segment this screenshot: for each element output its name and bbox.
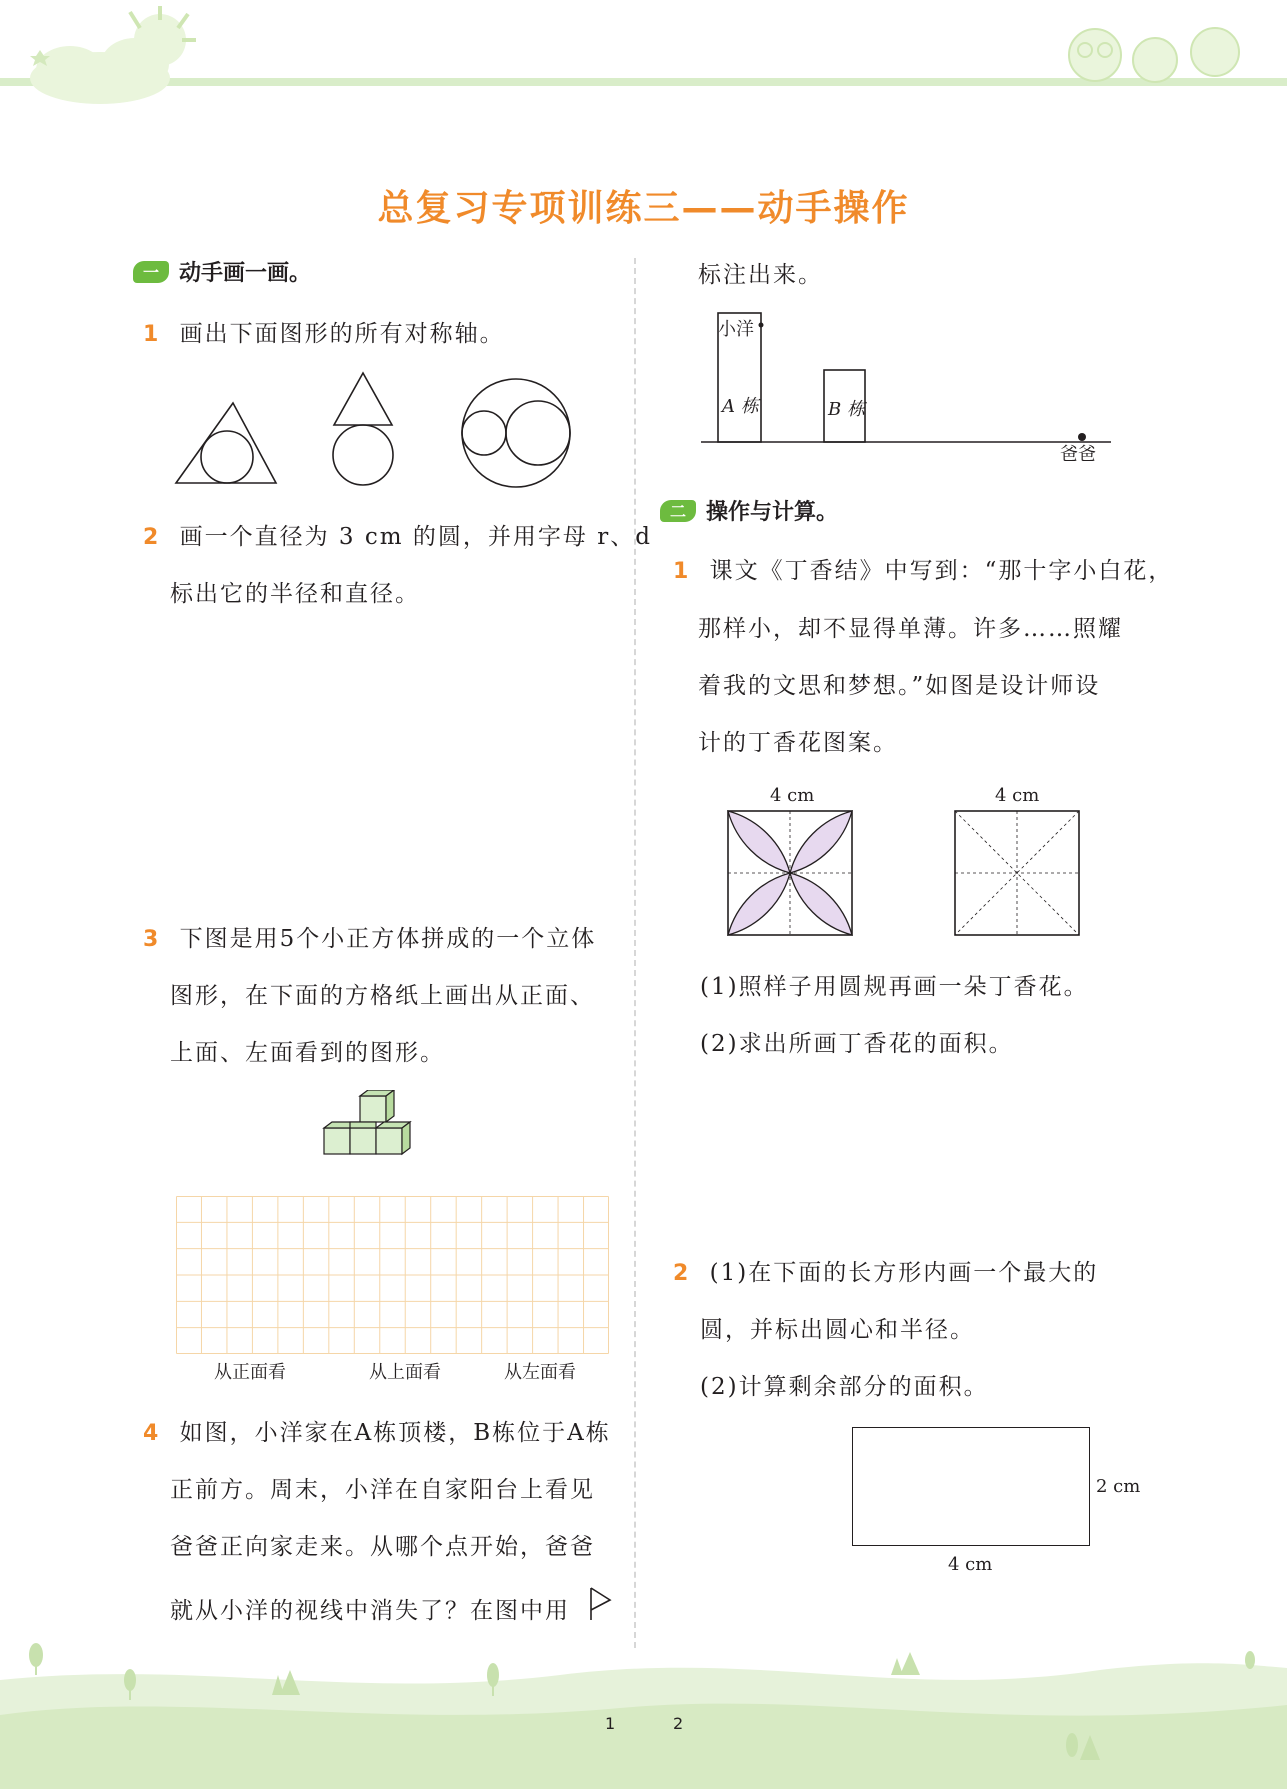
question-5-number: 1 — [673, 559, 691, 584]
building-a-label: A 栋 — [722, 396, 759, 417]
top-view-label: 从上面看 — [369, 1362, 441, 1383]
question-3-line-3: 上面、左面看到的图形。 — [170, 1040, 445, 1066]
question-1-text: 画出下面图形的所有对称轴。 — [179, 321, 505, 347]
question-5-sub-2: (2)求出所画丁香花的面积。 — [700, 1031, 1014, 1057]
triangle-above-circle-shape — [334, 373, 392, 425]
header-decoration — [0, 0, 1287, 120]
dad-label: 爸爸 — [1060, 444, 1096, 465]
buildings-figure — [695, 305, 1115, 470]
question-3 — [143, 920, 596, 953]
rectangle-height-label: 2 cm — [1096, 1476, 1141, 1497]
question-5-sub-1: (1)照样子用圆规再画一朵丁香花。 — [700, 974, 1089, 1000]
question-6-line-2: 圆，并标出圆心和半径。 — [700, 1317, 975, 1343]
grid-paper[interactable] — [176, 1196, 609, 1354]
lilac-dimension-right: 4 cm — [995, 785, 1040, 806]
xiaoyang-point — [759, 323, 764, 328]
question-3-number: 3 — [143, 927, 161, 952]
section-one-heading — [133, 256, 311, 287]
page-number-right: 2 — [673, 1714, 684, 1733]
question-6-line-1: (1)在下面的长方形内画一个最大的 — [709, 1260, 1099, 1286]
column-divider — [634, 258, 636, 1648]
triangle-with-circle-shape — [176, 403, 276, 483]
question-5-line-1: 课文《丁香结》中写到：“那十字小白花， — [709, 558, 1174, 584]
lilac-dimension-left: 4 cm — [770, 785, 815, 806]
question-5-line-3: 着我的文思和梦想。”如图是设计师设 — [698, 673, 1101, 699]
question-6 — [673, 1254, 1098, 1287]
page-number-left: 1 — [605, 1714, 616, 1733]
xiaoyang-label: 小洋 — [718, 319, 754, 340]
sun-cloud-icon — [30, 6, 196, 104]
question-2-line-1: 画一个直径为 3 cm 的圆，并用字母 r、d — [179, 524, 652, 550]
question-5 — [673, 552, 1173, 585]
flag-icon — [588, 1586, 614, 1622]
section-two-badge: 二 — [660, 500, 696, 522]
question-3-line-1: 下图是用5个小正方体拼成的一个立体 — [179, 926, 597, 952]
lilac-figures — [725, 808, 1125, 938]
section-two-heading — [660, 495, 838, 526]
building-b-label: B 栋 — [828, 399, 865, 420]
question-4 — [143, 1414, 611, 1447]
cubes-figure — [320, 1090, 430, 1170]
question-1-number: 1 — [143, 322, 161, 347]
section-one-badge: 一 — [133, 261, 169, 283]
symmetry-shapes-figure — [170, 365, 580, 495]
question-4-line-4: 就从小洋的视线中消失了？在图中用 — [170, 1598, 570, 1624]
question-4-continuation: 标注出来。 — [698, 262, 823, 288]
question-6-sub-2: (2)计算剩余部分的面积。 — [700, 1374, 989, 1400]
front-view-label: 从正面看 — [214, 1362, 286, 1383]
question-2-line-2: 标出它的半径和直径。 — [170, 581, 420, 607]
lilac-pattern-sample — [728, 811, 852, 935]
question-1 — [143, 315, 505, 348]
question-2-number: 2 — [143, 525, 161, 550]
question-4-number: 4 — [143, 1421, 161, 1446]
rectangle-drawing-area[interactable] — [852, 1427, 1090, 1546]
nested-circles-shape — [462, 379, 570, 487]
question-3-line-2: 图形，在下面的方格纸上画出从正面、 — [170, 983, 595, 1009]
question-5-line-4: 计的丁香花图案。 — [698, 730, 898, 756]
page-title: 总复习专项训练三——动手操作 — [377, 188, 910, 229]
question-2 — [143, 518, 652, 551]
question-4-line-3: 爸爸正向家走来。从哪个点开始，爸爸 — [170, 1534, 595, 1560]
section-two-title: 操作与计算。 — [706, 500, 839, 525]
question-4-line-1: 如图，小洋家在A栋顶楼，B栋位于A栋 — [179, 1420, 611, 1446]
question-4-line-2: 正前方。周末，小洋在自家阳台上看见 — [170, 1477, 595, 1503]
question-6-number: 2 — [673, 1261, 691, 1286]
footer-hills — [0, 1620, 1287, 1789]
lilac-drawing-square — [955, 811, 1079, 935]
left-view-label: 从左面看 — [504, 1362, 576, 1383]
question-5-line-2: 那样小，却不显得单薄。许多……照耀 — [698, 616, 1123, 642]
section-one-title: 动手画一画。 — [179, 261, 312, 286]
animal-faces-icon — [1069, 28, 1239, 82]
rectangle-width-label: 4 cm — [948, 1554, 993, 1575]
